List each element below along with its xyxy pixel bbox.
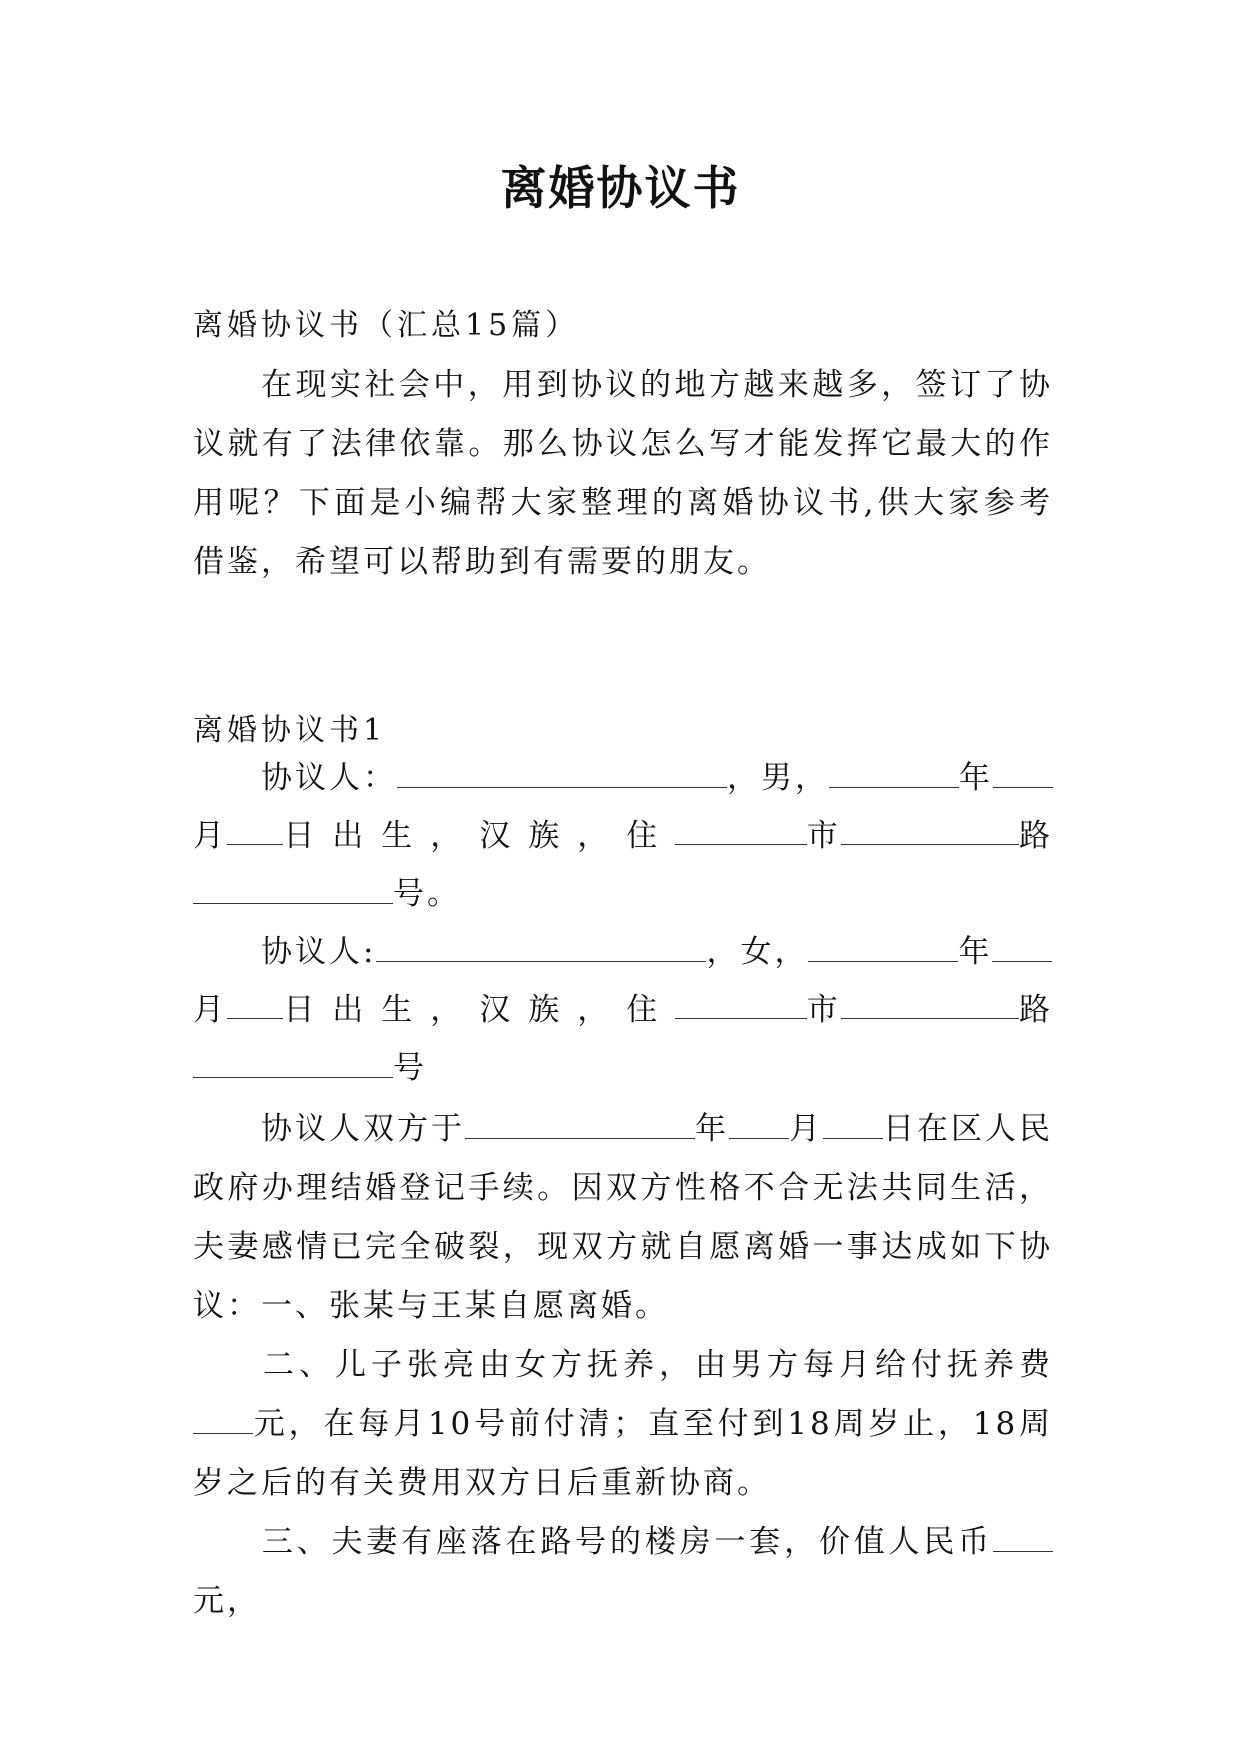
party1-month-blank (993, 753, 1053, 788)
clause2-amount-blank (193, 1399, 253, 1434)
marriage-year: 年 (695, 1111, 729, 1147)
party1-city-blank (675, 810, 806, 845)
party1-label: 协议人： (261, 760, 397, 796)
party1-road-blank (841, 810, 1019, 845)
party2-born: 日出生，汉族，住 (283, 992, 676, 1028)
clause2-text-b: 元，在每月10号前付清；直至付到18周岁止，18周岁之后的有关费用双方日后重新协商。 (193, 1406, 1053, 1501)
party2-month-blank (992, 927, 1052, 962)
document-subtitle: 离婚协议书（汇总15篇） (193, 308, 580, 343)
marriage-rest: 日在区人民政府办理结婚登记手续。因双方性格不合无法共同生活，夫妻感情已完全破裂，现双方就自愿离婚一事达成如下协议： (193, 1111, 1053, 1324)
party2-month: 月 (193, 992, 227, 1028)
party2-day-blank (227, 984, 283, 1019)
marriage-day-blank (823, 1104, 883, 1139)
clause3-text-a: 三、夫妻有座落在路号的楼房一套，价值人民币 (261, 1524, 993, 1560)
clause3-amount-blank (993, 1517, 1053, 1552)
party2-year-blank (808, 927, 958, 962)
party1-road: 路 (1019, 818, 1054, 854)
intro-paragraph: 在现实社会中，用到协议的地方越来越多，签订了协议就有了法律依靠。那么协议怎么写才能发挥它最大的作用呢？下面是小编帮大家整理的离婚协议书,供大家参考借鉴，希望可以帮助到有需要的朋友。 (193, 367, 1053, 580)
party1-line2 (193, 810, 1053, 855)
marriage-month: 月 (789, 1111, 823, 1147)
marriage-month-blank (729, 1104, 789, 1139)
clause-1: 一、张某与王某自愿离婚。 (261, 1288, 669, 1324)
party2-road-blank (841, 984, 1019, 1019)
party1-name-blank (397, 753, 727, 788)
party2-name-blank (376, 927, 706, 962)
party1-city: 市 (806, 818, 841, 854)
party2-line2 (193, 984, 1053, 1029)
party2-label: 协议人: (261, 934, 377, 970)
party2-gender: ，女， (706, 934, 809, 970)
section-title: 离婚协议书1 (193, 713, 387, 748)
clause-3 (193, 1513, 1053, 1631)
party1-year-blank (829, 753, 959, 788)
party2-number-blank (193, 1043, 393, 1078)
clause3-text-b: 元， (193, 1583, 261, 1619)
party1-number-blank (193, 869, 393, 904)
party2-city-blank (675, 984, 806, 1019)
party1-day-blank (227, 810, 283, 845)
party2-number: 号 (393, 1050, 427, 1086)
party2-road: 路 (1019, 992, 1054, 1028)
party1-line3 (193, 868, 1053, 913)
party1-year: 年 (959, 760, 993, 796)
party2-line3 (193, 1042, 1053, 1087)
document-title: 离婚协议书 (500, 161, 741, 215)
clause2-text-a: 二、儿子张亮由女方抚养，由男方每月给付抚养费 (261, 1347, 1053, 1383)
party1-born: 日出生，汉族，住 (283, 818, 676, 854)
party1-gender: ，男， (727, 760, 829, 796)
clause-2 (193, 1336, 1053, 1513)
party1-number: 号。 (393, 876, 461, 912)
party2-line1 (193, 926, 1053, 971)
marriage-prefix: 协议人双方于 (261, 1111, 465, 1147)
party2-year: 年 (958, 934, 993, 970)
party2-city: 市 (806, 992, 841, 1028)
party1-line1 (193, 752, 1053, 797)
party1-month: 月 (193, 818, 227, 854)
marriage-date-blank (465, 1104, 695, 1139)
